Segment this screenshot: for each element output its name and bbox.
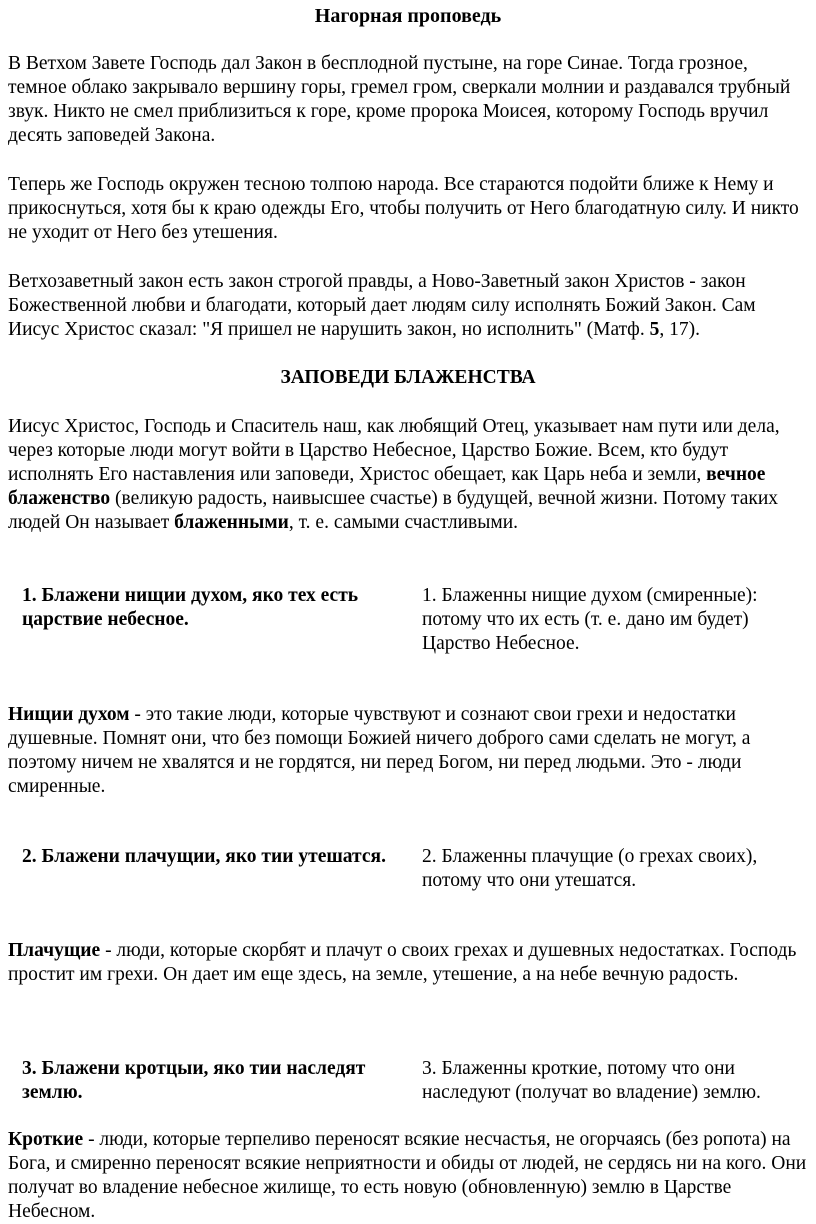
beatitude-2-term: Плачущие	[8, 940, 101, 961]
beatitude-1-explanation-text: - это такие люди, которые чувствуют и сознают свои грехи и недостатки душевные. Помнят они, что без помощи Божией ничего доброго сами сделать не могут, а поэтому ничем не хвалятся и не гордятся, ни перед Богом, ни перед людьми. Это - люди смиренные.	[8, 704, 751, 797]
beatitude-2-russian: 2. Блаженны плачущие (о грехах своих), потому что они утешатся.	[422, 846, 758, 891]
beatitude-1-russian: 1. Блаженны нищие духом (смиренные): потому что их есть (т. е. дано им будет) Царство Небесное.	[422, 585, 758, 654]
beatitude-2-explanation-text: - люди, которые скорбят и плачут о своих грехах и душевных недостатках. Господь простит им грехи. Он дает им еще здесь, на земле, утешение, а на небе вечную радость.	[8, 940, 797, 985]
beatitude-3-explanation-text: - люди, которые терпеливо переносят всякие несчастья, не огорчаясь (без ропота) на Бога, и смиренно переносят всякие неприятности и обиды от людей, не сердясь ни на кого. Они получат во владение небесное жилище, то есть новую (обновленную) землю в Царстве Небесном.	[8, 1129, 807, 1222]
page-title: Нагорная проповедь	[314, 5, 502, 27]
intro-paragraph-3-chapter: 5	[649, 319, 660, 340]
section-intro-bold-eternal-bliss: вечное блаженство	[8, 464, 766, 509]
beatitude-1-slavonic: 1. Блажени нищии духом, яко тех есть царствие небесное.	[22, 585, 359, 630]
beatitude-3-term: Кроткие	[8, 1129, 84, 1150]
intro-paragraph-2: Теперь же Господь окружен тесною толпою народа. Все стараются подойти ближе к Нему и прикоснуться, хотя бы к краю одежды Его, чтобы получить от Него благодатную силу. И никто не уходит от Него без утешения.	[8, 174, 799, 243]
section-intro-text-a: Иисус Христос, Господь и Спаситель наш, как любящий Отец, указывает нам пути или дела, через которые люди могут войти в Царство Небесное, Царство Божие. Всем, кто будут исполнять Его наставления или заповеди, Христос обещает, как Царь неба и земли,	[8, 416, 780, 485]
section-heading: ЗАПОВЕДИ БЛАЖЕНСТВА	[280, 367, 536, 388]
beatitude-1-term: Нищии духом	[8, 704, 130, 725]
beatitude-3-russian: 3. Блаженны кроткие, потому что они наследуют (получат во владение) землю.	[422, 1058, 761, 1103]
section-intro-bold-blessed: блаженными	[174, 512, 289, 533]
intro-paragraph-1: В Ветхом Завете Господь дал Закон в бесплодной пустыне, на горе Синае. Тогда грозное, темное облако закрывало вершину горы, гремел гром, сверкали молнии и раздавался трубный звук. Никто не смел приблизиться к горе, кроме пророка Моисея, которому Господь вручил десять заповедей Закона.	[8, 53, 791, 146]
intro-paragraph-3-end: , 17).	[659, 319, 700, 340]
intro-paragraph-3-text: Ветхозаветный закон есть закон строгой правды, а Ново-Заветный закон Христов - закон Божественной любви и благодати, который дает людям силу исполнять Божий Закон. Сам Иисус Христос сказал: "Я пришел не нарушить закон, но исполнить" (Матф.	[8, 271, 756, 340]
beatitude-2-slavonic: 2. Блажени плачущии, яко тии утешатся.	[22, 846, 386, 867]
beatitude-1-explanation	[8, 703, 808, 799]
beatitude-2-explanation	[8, 939, 808, 987]
beatitude-3-slavonic: 3. Блажени кротцыи, яко тии наследят землю.	[22, 1058, 366, 1103]
section-intro-text-c: , т. е. самыми счастливыми.	[288, 512, 519, 533]
section-intro-text-b: (великую радость, наивысшее счастье) в будущей, вечной жизни. Потому таких людей Он называет	[8, 488, 779, 533]
section-intro-paragraph	[8, 415, 808, 535]
intro-paragraph-3	[8, 270, 808, 342]
beatitude-3-explanation	[8, 1128, 808, 1224]
